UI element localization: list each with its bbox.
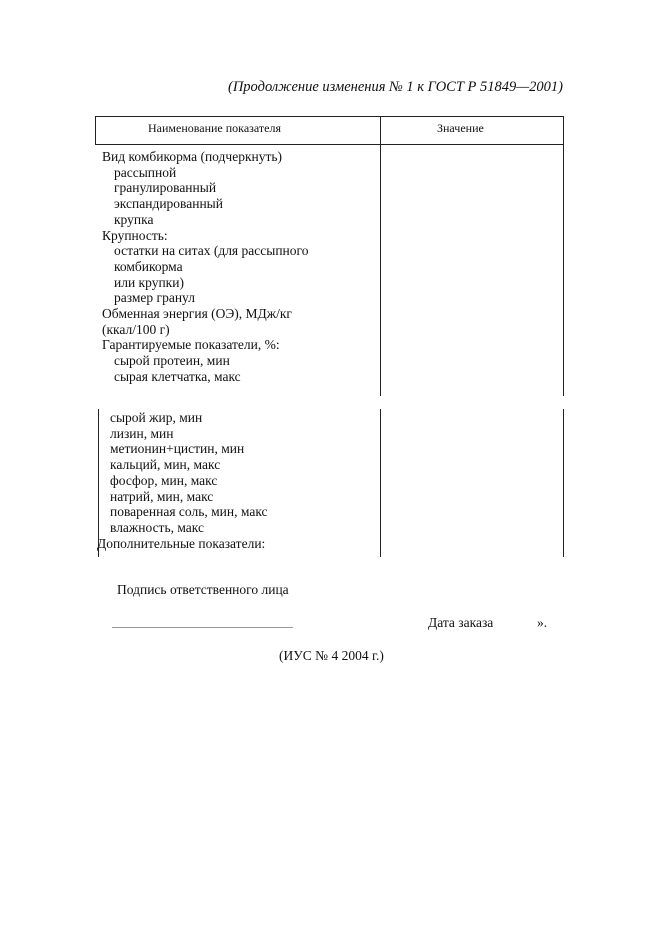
table-row-label: комбикорма	[114, 258, 183, 274]
column-header-name: Наименование показателя	[148, 121, 281, 135]
table-row-label: крупка	[114, 211, 154, 227]
table-row-label: лизин, мин	[110, 425, 174, 441]
order-date-label: Дата заказа	[428, 615, 494, 630]
issue-note: (ИУС № 4 2004 г.)	[279, 648, 384, 663]
table-row-label: Обменная энергия (ОЭ), МДж/кг	[102, 306, 292, 321]
table-left-border	[95, 116, 96, 145]
order-date-close: ».	[537, 615, 548, 630]
table-right-border-2	[563, 409, 564, 557]
table-row-label: рассыпной	[114, 164, 177, 180]
table-row-label: сырой протеин, мин	[114, 353, 230, 369]
table-header-divider	[95, 144, 564, 145]
table-row-label: поваренная соль, мин, макс	[110, 504, 268, 520]
table-column-divider	[380, 116, 381, 396]
signature-label: Подпись ответственного лица	[117, 582, 289, 597]
table-row-label: Крупность:	[102, 227, 168, 243]
table-row-label: экспандированный	[114, 196, 223, 212]
table-row-label: Дополнительные показатели:	[97, 535, 266, 551]
table-row-label: сырая клетчатка, макс	[114, 368, 241, 384]
table-row-label: фосфор, мин, макс	[110, 472, 218, 488]
table-row-label: гранулированный	[114, 180, 217, 196]
table-row-label: натрий, мин, макс	[110, 488, 214, 504]
table-row-label: Гарантируемые показатели, %:	[102, 337, 280, 353]
table-right-border	[563, 116, 564, 396]
table-row-label: остатки на ситах (для рассыпного	[114, 243, 309, 259]
continuation-header: (Продолжение изменения № 1 к ГОСТ Р 51849—2001)	[228, 79, 563, 95]
table-column-divider-2	[380, 409, 381, 557]
table-top-border	[95, 116, 564, 117]
table-row-label: метионин+цистин, мин	[110, 441, 245, 457]
table-row-label: сырой жир, мин	[110, 410, 203, 425]
table-row-label: Вид комбикорма (подчеркнуть)	[102, 149, 283, 164]
table-row-label: кальций, мин, макс	[110, 457, 221, 473]
table-row-label: размер гранул	[114, 290, 195, 306]
table-row-label: влажность, макс	[110, 519, 205, 535]
signature-line	[112, 627, 293, 628]
table-row-label: или крупки)	[114, 274, 184, 290]
column-header-value: Значение	[437, 121, 484, 135]
table-row-label: (ккал/100 г)	[102, 321, 170, 337]
